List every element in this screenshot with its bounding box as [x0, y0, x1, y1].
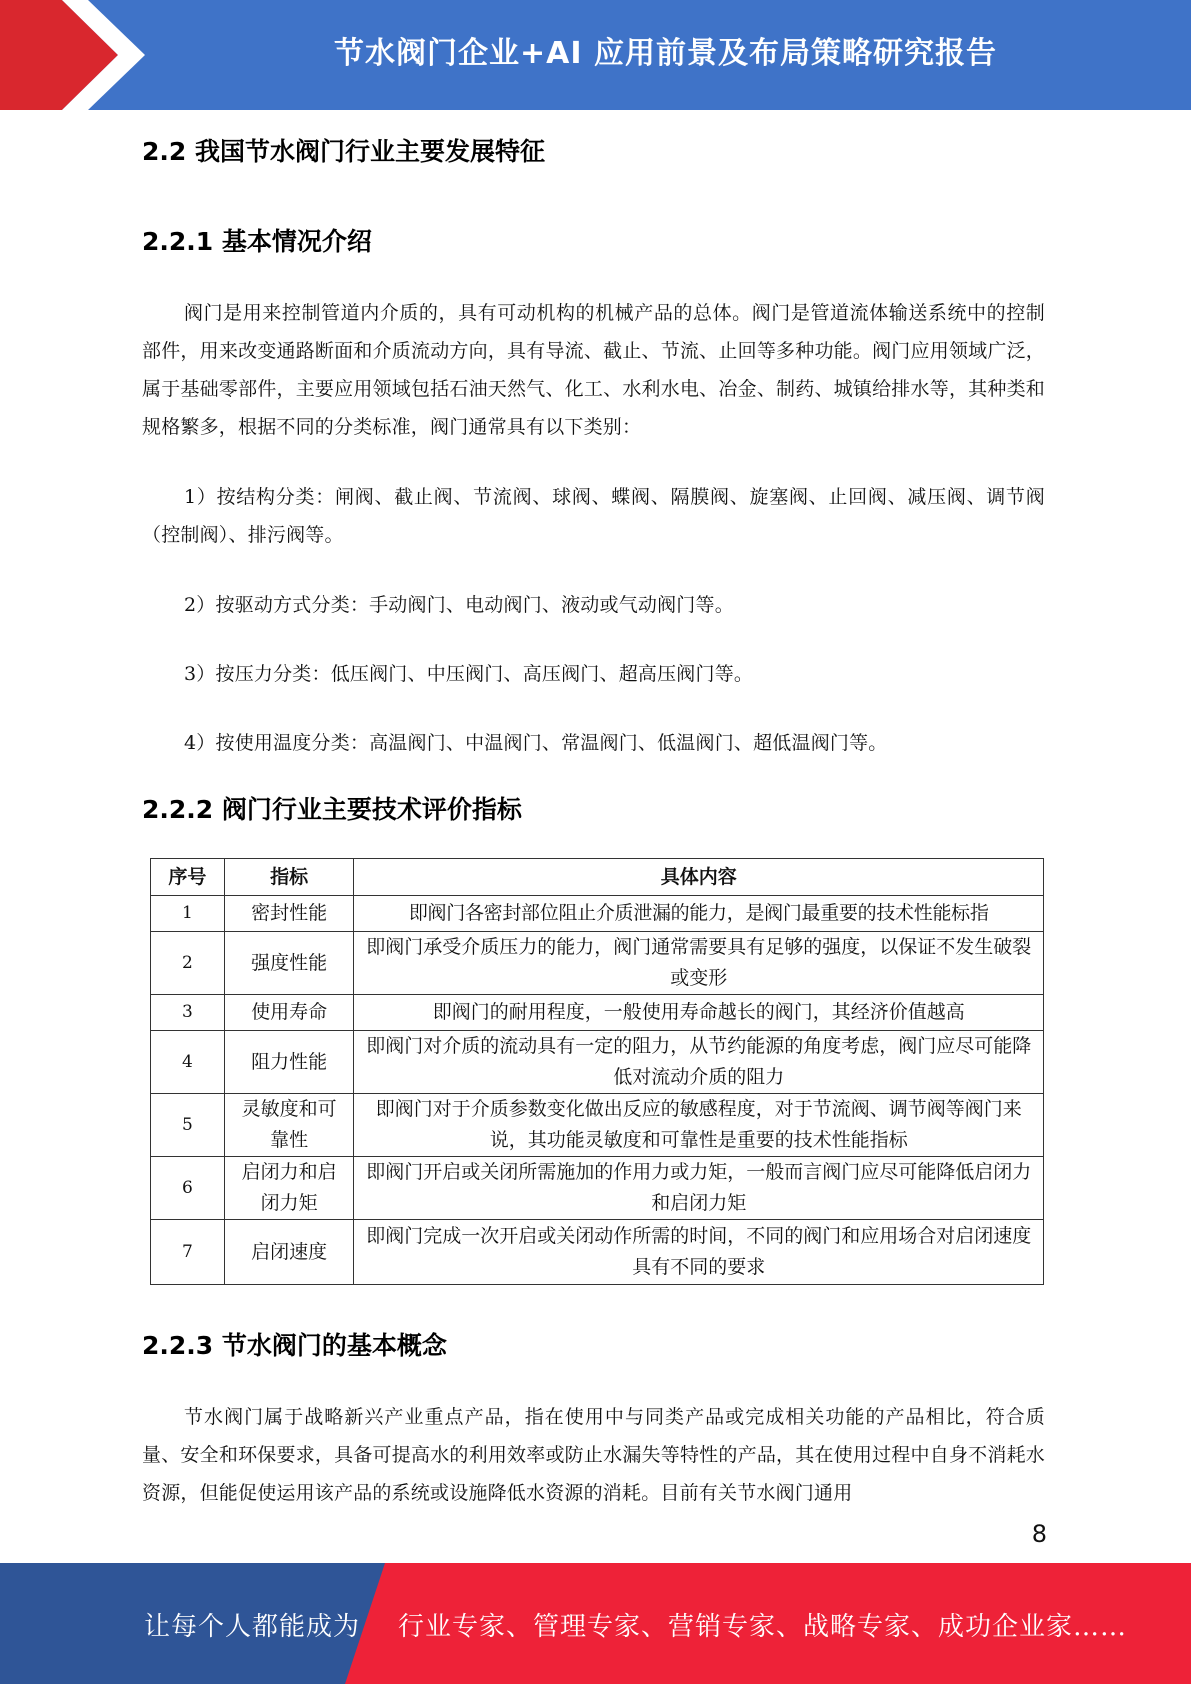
footer-slogan-right: 行业专家、管理专家、营销专家、战略专家、成功企业家…… — [398, 1612, 1128, 1642]
table-row — [151, 1031, 1044, 1094]
row-indicator: 阻力性能 — [224, 1031, 354, 1094]
row-index: 7 — [151, 1220, 225, 1285]
row-indicator: 密封性能 — [224, 896, 354, 932]
table-row — [151, 1157, 1044, 1220]
header-index: 序号 — [151, 859, 225, 896]
tech-indicators-table — [150, 858, 1044, 1285]
footer-slogan-left: 让每个人都能成为 — [144, 1612, 361, 1642]
table-row — [151, 1094, 1044, 1157]
table-row — [151, 1220, 1044, 1285]
class-drive-paragraph: 2）按驱动方式分类：手动阀门、电动阀门、液动或气动阀门等。 — [184, 594, 734, 616]
row-index: 5 — [151, 1094, 225, 1157]
row-content: 即阀门完成一次开启或关闭动作所需的时间，不同的阀门和应用场合对启闭速度具有不同的要求 — [354, 1220, 1044, 1285]
table-header-row — [151, 859, 1044, 896]
row-index: 3 — [151, 995, 225, 1031]
row-content: 即阀门对于介质参数变化做出反应的敏感程度，对于节流阀、调节阀等阀门来说，其功能灵敏度和可靠性是重要的技术性能指标 — [354, 1094, 1044, 1157]
row-indicator: 启闭速度 — [224, 1220, 354, 1285]
row-content: 即阀门对介质的流动具有一定的阻力，从节约能源的角度考虑，阀门应尽可能降低对流动介质的阻力 — [354, 1031, 1044, 1094]
class-temperature-paragraph: 4）按使用温度分类：高温阀门、中温阀门、常温阀门、低温阀门、超低温阀门等。 — [184, 732, 888, 754]
table-row — [151, 932, 1044, 995]
row-index: 2 — [151, 932, 225, 995]
row-content: 即阀门的耐用程度，一般使用寿命越长的阀门，其经济价值越高 — [354, 995, 1044, 1031]
row-indicator: 启闭力和启闭力矩 — [224, 1157, 354, 1220]
header-content: 具体内容 — [354, 859, 1044, 896]
row-index: 6 — [151, 1157, 225, 1220]
row-indicator: 灵敏度和可靠性 — [224, 1094, 354, 1157]
class-pressure-paragraph: 3）按压力分类：低压阀门、中压阀门、高压阀门、超高压阀门等。 — [184, 663, 754, 685]
row-content: 即阀门各密封部位阻止介质泄漏的能力，是阀门最重要的技术性能标指 — [354, 896, 1044, 932]
intro-paragraph: 阀门是用来控制管道内介质的，具有可动机构的机械产品的总体。阀门是管道流体输送系统中的控制部件，用来改变通路断面和介质流动方向，具有导流、截止、节流、止回等多种功能。阀门应用领域广泛，属于基础零部件，主要应用领域包括石油天然气、化工、水利水电、冶金、制药、城镇给排水等，其种类和规格繁多，根据不同的分类标准，阀门通常具有以下类别： — [142, 302, 1045, 438]
page-number: 8 — [1031, 1520, 1047, 1548]
section-2-2-1-heading: 2.2.1 基本情况介绍 — [142, 227, 372, 256]
section-2-2-heading: 2.2 我国节水阀门行业主要发展特征 — [142, 137, 545, 166]
table-row — [151, 995, 1044, 1031]
row-content: 即阀门开启或关闭所需施加的作用力或力矩，一般而言阀门应尽可能降低启闭力和启闭力矩 — [354, 1157, 1044, 1220]
row-index: 1 — [151, 896, 225, 932]
section-2-2-3-heading: 2.2.3 节水阀门的基本概念 — [142, 1331, 447, 1360]
row-indicator: 强度性能 — [224, 932, 354, 995]
row-index: 4 — [151, 1031, 225, 1094]
concept-paragraph: 节水阀门属于战略新兴产业重点产品，指在使用中与同类产品或完成相关功能的产品相比，符合质量、安全和环保要求，具备可提高水的利用效率或防止水漏失等特性的产品，其在使用过程中自身不消耗水资源，但能促使运用该产品的系统或设施降低水资源的消耗。目前有关节水阀门通用 — [142, 1406, 1045, 1504]
header-indicator: 指标 — [224, 859, 354, 896]
section-2-2-2-heading: 2.2.2 阀门行业主要技术评价指标 — [142, 795, 522, 824]
page-footer — [0, 1563, 1191, 1684]
row-content: 即阀门承受介质压力的能力，阀门通常需要具有足够的强度，以保证不发生破裂或变形 — [354, 932, 1044, 995]
table-row — [151, 896, 1044, 932]
class-structure-paragraph: 1）按结构分类：闸阀、截止阀、节流阀、球阀、蝶阀、隔膜阀、旋塞阀、止回阀、减压阀、调节阀（控制阀）、排污阀等。 — [142, 486, 1045, 546]
report-title: 节水阀门企业+AI 应用前景及布局策略研究报告 — [334, 36, 997, 71]
page-header — [0, 0, 1191, 110]
row-indicator: 使用寿命 — [224, 995, 354, 1031]
